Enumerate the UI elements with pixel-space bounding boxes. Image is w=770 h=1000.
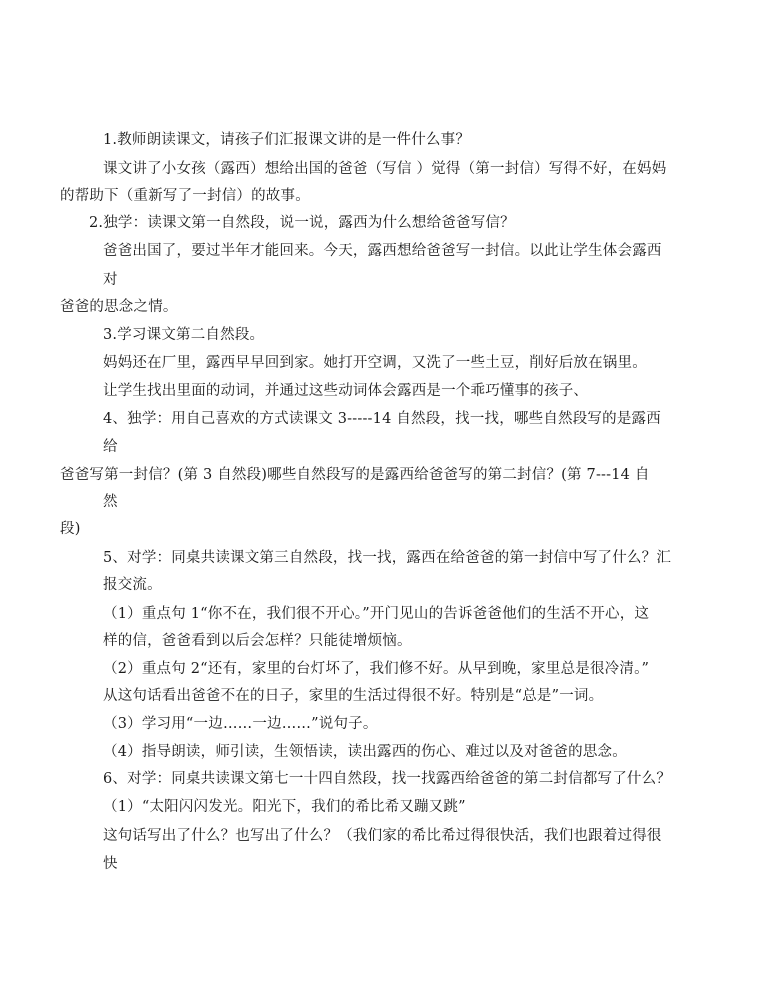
text-line: 妈妈还在厂里，露西早早回到家。她打开空调，又洗了一些土豆，削好后放在锅里。 [103, 355, 647, 371]
text-line: 课文讲了小女孩（露西）想给出国的爸爸（写信 ）觉得（第一封信）写得不好，在妈妈 [103, 161, 667, 177]
text-line: 5、对学：同桌共读课文第三自然段，找一找，露西在给爸爸的第一封信中写了什么？汇 [103, 550, 672, 566]
text-line: 6、对学：同桌共读课文第七一十四自然段，找一找露西给爸爸的第二封信都写了什么？ [103, 771, 672, 787]
text-line: 爸爸出国了，要过半年才能回来。今天，露西想给爸爸写一封信。以此让学生体会露西 [103, 243, 662, 259]
text-line: 3.学习课文第二自然段。 [103, 327, 265, 343]
text-line: 从这句话看出爸爸不在的日子，家里的生活过得很不好。特别是“总是”一词。 [103, 688, 604, 704]
text-line: （4）指导朗读，师引读，生领悟读，读出露西的伤心、难过以及对爸爸的思念。 [103, 744, 627, 760]
text-line: 让学生找出里面的动词，并通过这些动词体会露西是一个乖巧懂事的孩子、 [103, 383, 589, 399]
text-line: 报交流。 [103, 577, 162, 593]
text-line: 样的信，爸爸看到以后会怎样？只能徒增烦恼。 [103, 633, 412, 649]
text-line: 4、独学：用自己喜欢的方式读课文 3-----14 自然段，找一找，哪些自然段写的是露西 [103, 411, 661, 427]
text-line: （3）学习用“一边……一边……”说句子。 [103, 716, 378, 732]
text-line: 这句话写出了什么？也写出了什么？（我们家的希比希过得很快活，我们也跟着过得很 [103, 828, 662, 844]
text-line: 1.教师朗读课文，请孩子们汇报课文讲的是一件什么事？ [103, 132, 471, 148]
text-line: （2）重点句 2“还有，家里的台灯坏了，我们修不好。从早到晚，家里总是很冷清。” [103, 661, 650, 677]
text-line: 对 [103, 272, 118, 288]
text-line: 然 [103, 494, 118, 510]
text-line: 给 [103, 439, 118, 455]
text-line: （1）重点句 1“你不在，我们很不开心。”开门见山的告诉爸爸他们的生活不开心，这 [103, 606, 650, 622]
text-line: 爸爸写第一封信？(第 3 自然段)哪些自然段写的是露西给爸爸写的第二封信？(第 7---14 自 [60, 467, 650, 483]
text-line: 爸爸的思念之情。 [60, 299, 178, 315]
text-line: 2.独学：读课文第一自然段，说一说，露西为什么想给爸爸写信？ [89, 215, 515, 231]
text-line: 快 [103, 856, 118, 872]
text-line: 段) [60, 521, 81, 537]
text-line: 的帮助下（重新写了一封信）的故事。 [60, 188, 310, 204]
text-line: （1）“太阳闪闪发光。阳光下，我们的希比希又蹦又跳” [103, 799, 466, 815]
